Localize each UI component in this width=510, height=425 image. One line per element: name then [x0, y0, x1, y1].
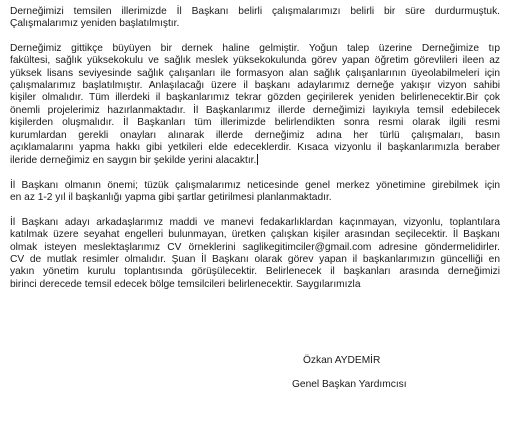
paragraph-4: [10, 217, 500, 291]
paragraph-gap: [10, 168, 500, 180]
text-line: kişiler olmalıdır. Tüm illerdeki il başkanlarımız tekrar gözden geçirilerek yeniden belirlenecektir.Bir çok: [10, 92, 500, 104]
text-line: önemli projelerimiz hazırlanmaktadır. İl Başkanlarımız illerde derneğimizi layıkıyla temsil edebilecek: [10, 104, 500, 116]
text-line: katılmak üzere seyahat engelleri bulunmayan, üretken çalışkan kişiler arasından seçilecektir. İl Başkanı: [10, 229, 500, 241]
text-line: açıklamalarını yapma hakkı gibi yetkileri elde edeceklerdir. Kısaca vizyonlu il başkanlarımızla beraber: [10, 142, 500, 154]
text-line: İl Başkanı olmanın önemi; tüzük çalışmalarımız neticesinde genel merkez yönetimine girebilmek için: [10, 179, 500, 191]
paragraph-3: [10, 180, 500, 205]
text-line: yakın yönetim kurulu toplantısında görüşülecektir. Belirlenecek il başkanları arasında derneğimizi: [10, 266, 500, 278]
text-line: çalışmalarımız başlatılmıştır. Anlaşılacağı üzere il başkanı adaylarımız derneğe yakışır vizyon sahibi: [10, 80, 500, 92]
text-line: fakültesi, sağlık yüksekokulu ve sağlık meslek yüksekokulunda görev yapan öğretim görevlileri ileen az: [10, 55, 500, 67]
text-line: CV de mutlak resimler olmalıdır. Şuan İl Başkanı olarak görev yapan il başkanlarımızın güncelliği en: [10, 253, 500, 265]
paragraph-gap: [10, 205, 500, 217]
paragraph-1: [10, 6, 500, 31]
text-line: yüksek lisans seviyesinde sağlık çalışanları ile formasyon alan sağlık çalışanlarının üyeolabilmeleri için: [10, 67, 500, 79]
text-line: kişilerden oluşmalıdır. İl Başkanları tüm illerimizde belirlendikten sonra resmi olarak ilgili resmi: [10, 117, 500, 129]
text-line: Çalışmalarımız yeniden başlatılmıştır.: [10, 18, 180, 30]
text-line: birinci derecede temsil edecek bölge temsilcileri belirlenecektir. Saygılarımızla: [10, 278, 361, 290]
text-line: kurumlardan gerekli onayları alınarak illerde derneğimiz adına her türlü çalışmaları, basın: [10, 129, 500, 141]
signature-title: Genel Başkan Yardımcısı: [292, 379, 407, 390]
text-line: İl Başkanı adayı arkadaşlarımız maddi ve manevi fedakarlıklardan kaçınmayan, vizyonlu, toplantılara: [10, 216, 500, 228]
text-cursor: [257, 154, 258, 165]
text-line: Derneğimizi temsilen illerimizde İl Başkanı belirli çalışmalarımızı belirli bir süre durdurmuştuk.: [10, 6, 500, 17]
text-line-with-cursor[interactable]: [10, 154, 500, 167]
text-line: Derneğimiz gittikçe büyüyen bir dernek haline gelmiştir. Yoğun talep üzerine Derneğimize tıp: [10, 42, 500, 54]
text-line: ileride derneğimiz en saygın bir şekilde yerini alacaktır.: [10, 155, 257, 167]
paragraph-2: [10, 43, 500, 168]
paragraph-gap: [10, 31, 500, 43]
text-line: en az 1-2 yıl il başkanlığı yapma gibi şartlar getirilmesi planlanmaktadır.: [10, 192, 332, 204]
text-line: olmak isteyen meslektaşlarımız CV örneklerini saglikegitimciler@gmail.com adresine göndermelidirler.: [10, 241, 500, 253]
signature-name: Özkan AYDEMİR: [303, 355, 381, 366]
